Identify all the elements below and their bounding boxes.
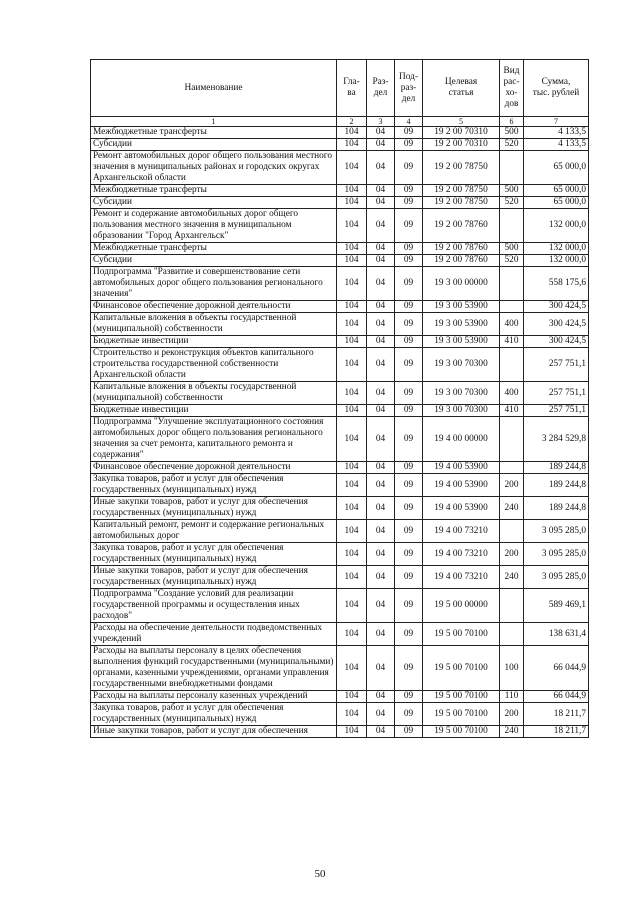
glava-cell: 104	[337, 417, 367, 462]
podrazdel-cell: 09	[395, 185, 423, 197]
razdel-cell: 04	[367, 382, 395, 405]
vid-cell: 410	[500, 405, 524, 417]
razdel-cell: 04	[367, 566, 395, 589]
glava-cell: 104	[337, 267, 367, 301]
summa-cell: 65 000,0	[524, 185, 589, 197]
vid-cell: 500	[500, 127, 524, 139]
razdel-cell: 04	[367, 691, 395, 703]
razdel-cell: 04	[367, 313, 395, 336]
table-row	[91, 255, 589, 267]
summa-cell: 257 751,1	[524, 405, 589, 417]
glava-cell: 104	[337, 589, 367, 623]
vid-cell: 240	[500, 566, 524, 589]
name-cell: Капитальные вложения в объекты государственной (муниципальной) собственности	[91, 382, 337, 405]
column-number: 3	[367, 117, 395, 127]
col-summa-header: Сумма, тыс. рублей	[524, 60, 589, 117]
table-row	[91, 405, 589, 417]
name-cell: Закупка товаров, работ и услуг для обеспечения государственных (муниципальных) нужд	[91, 703, 337, 726]
summa-cell: 3 284 529,8	[524, 417, 589, 462]
vid-cell	[500, 520, 524, 543]
podrazdel-cell: 09	[395, 382, 423, 405]
glava-cell: 104	[337, 520, 367, 543]
summa-cell: 66 044,9	[524, 691, 589, 703]
vid-cell	[500, 417, 524, 462]
razdel-cell: 04	[367, 497, 395, 520]
glava-cell: 104	[337, 336, 367, 348]
razdel-cell: 04	[367, 623, 395, 646]
podrazdel-cell: 09	[395, 209, 423, 243]
podrazdel-cell: 09	[395, 520, 423, 543]
table-row	[91, 313, 589, 336]
col-razdel-header: Раз- дел	[367, 60, 395, 117]
table-row	[91, 301, 589, 313]
name-cell: Субсидии	[91, 139, 337, 151]
razdel-cell: 04	[367, 348, 395, 382]
glava-cell: 104	[337, 197, 367, 209]
budget-table	[90, 59, 589, 738]
table-row	[91, 566, 589, 589]
table-row	[91, 589, 589, 623]
statya-cell: 19 5 00 70100	[423, 691, 500, 703]
razdel-cell: 04	[367, 726, 395, 738]
podrazdel-cell: 09	[395, 646, 423, 691]
glava-cell: 104	[337, 623, 367, 646]
statya-cell: 19 4 00 00000	[423, 417, 500, 462]
column-number: 4	[395, 117, 423, 127]
vid-cell: 520	[500, 139, 524, 151]
podrazdel-cell: 09	[395, 474, 423, 497]
vid-cell	[500, 589, 524, 623]
podrazdel-cell: 09	[395, 348, 423, 382]
table-row	[91, 348, 589, 382]
header-row	[91, 60, 589, 117]
summa-cell: 65 000,0	[524, 197, 589, 209]
table-row	[91, 127, 589, 139]
vid-cell	[500, 267, 524, 301]
razdel-cell: 04	[367, 267, 395, 301]
name-cell: Ремонт автомобильных дорог общего пользования местного значения в муниципальных районах и городских округах Архангельской области	[91, 151, 337, 185]
vid-cell: 110	[500, 691, 524, 703]
glava-cell: 104	[337, 127, 367, 139]
col-name-header: Наименование	[91, 60, 337, 117]
glava-cell: 104	[337, 646, 367, 691]
glava-cell: 104	[337, 726, 367, 738]
column-number: 2	[337, 117, 367, 127]
glava-cell: 104	[337, 209, 367, 243]
name-cell: Бюджетные инвестиции	[91, 336, 337, 348]
podrazdel-cell: 09	[395, 313, 423, 336]
name-cell: Капитальный ремонт, ремонт и содержание региональных автомобильных дорог	[91, 520, 337, 543]
summa-cell: 18 211,7	[524, 726, 589, 738]
statya-cell: 19 3 00 53900	[423, 336, 500, 348]
col-glava-header: Гла- ва	[337, 60, 367, 117]
vid-cell: 240	[500, 497, 524, 520]
summa-cell: 66 044,9	[524, 646, 589, 691]
name-cell: Субсидии	[91, 255, 337, 267]
summa-cell: 3 095 285,0	[524, 566, 589, 589]
podrazdel-cell: 09	[395, 127, 423, 139]
razdel-cell: 04	[367, 139, 395, 151]
name-cell: Ремонт и содержание автомобильных дорог общего пользования местного значения в муниципальном образовании "Город Архангельск"	[91, 209, 337, 243]
statya-cell: 19 3 00 53900	[423, 301, 500, 313]
table-row	[91, 209, 589, 243]
podrazdel-cell: 09	[395, 267, 423, 301]
glava-cell: 104	[337, 348, 367, 382]
table-row	[91, 243, 589, 255]
podrazdel-cell: 09	[395, 336, 423, 348]
podrazdel-cell: 09	[395, 197, 423, 209]
summa-cell: 257 751,1	[524, 348, 589, 382]
vid-cell	[500, 623, 524, 646]
razdel-cell: 04	[367, 127, 395, 139]
summa-cell: 132 000,0	[524, 243, 589, 255]
summa-cell: 132 000,0	[524, 255, 589, 267]
col-podrazdel-header: Под- раз- дел	[395, 60, 423, 117]
name-cell: Расходы на обеспечение деятельности подведомственных учреждений	[91, 623, 337, 646]
statya-cell: 19 2 00 78760	[423, 255, 500, 267]
vid-cell: 200	[500, 474, 524, 497]
podrazdel-cell: 09	[395, 543, 423, 566]
podrazdel-cell: 09	[395, 589, 423, 623]
vid-cell: 410	[500, 336, 524, 348]
table-row	[91, 520, 589, 543]
name-cell: Межбюджетные трансферты	[91, 243, 337, 255]
column-number: 1	[91, 117, 337, 127]
table-row	[91, 417, 589, 462]
table-row	[91, 726, 589, 738]
statya-cell: 19 4 00 73210	[423, 520, 500, 543]
podrazdel-cell: 09	[395, 255, 423, 267]
vid-cell: 520	[500, 197, 524, 209]
statya-cell: 19 3 00 70300	[423, 348, 500, 382]
statya-cell: 19 5 00 70100	[423, 646, 500, 691]
name-cell: Подпрограмма "Улучшение эксплуатационного состояния автомобильных дорог общего пользования регионального значения за счет ремонта, капитального ремонта и содержания"	[91, 417, 337, 462]
vid-cell	[500, 301, 524, 313]
summa-cell: 65 000,0	[524, 151, 589, 185]
statya-cell: 19 3 00 70300	[423, 405, 500, 417]
summa-cell: 3 095 285,0	[524, 520, 589, 543]
glava-cell: 104	[337, 151, 367, 185]
statya-cell: 19 4 00 53900	[423, 497, 500, 520]
name-cell: Финансовое обеспечение дорожной деятельности	[91, 301, 337, 313]
name-cell: Расходы на выплаты персоналу в целях обеспечения выполнения функций государственными (муниципальными) органами, казенными учреждениями, органами управления государственными внебюджетными фондами	[91, 646, 337, 691]
page-number: 50	[314, 868, 326, 880]
vid-cell: 400	[500, 313, 524, 336]
col-vid-header: Вид рас- хо- дов	[500, 60, 524, 117]
statya-cell: 19 5 00 70100	[423, 726, 500, 738]
vid-cell: 200	[500, 543, 524, 566]
razdel-cell: 04	[367, 703, 395, 726]
col-statya-header: Целевая статья	[423, 60, 500, 117]
podrazdel-cell: 09	[395, 301, 423, 313]
razdel-cell: 04	[367, 255, 395, 267]
summa-cell: 3 095 285,0	[524, 543, 589, 566]
name-cell: Строительство и реконструкция объектов капитального строительства государственной собственности Архангельской области	[91, 348, 337, 382]
podrazdel-cell: 09	[395, 405, 423, 417]
summa-cell: 4 133,5	[524, 139, 589, 151]
table-row	[91, 197, 589, 209]
table-row	[91, 185, 589, 197]
vid-cell: 400	[500, 382, 524, 405]
statya-cell: 19 2 00 70310	[423, 127, 500, 139]
name-cell: Подпрограмма "Развитие и совершенствование сети автомобильных дорог общего пользования регионального значения"	[91, 267, 337, 301]
razdel-cell: 04	[367, 520, 395, 543]
razdel-cell: 04	[367, 543, 395, 566]
summa-cell: 132 000,0	[524, 209, 589, 243]
podrazdel-cell: 09	[395, 139, 423, 151]
summa-cell: 138 631,4	[524, 623, 589, 646]
statya-cell: 19 4 00 73210	[423, 566, 500, 589]
podrazdel-cell: 09	[395, 703, 423, 726]
statya-cell: 19 2 00 78750	[423, 197, 500, 209]
glava-cell: 104	[337, 703, 367, 726]
name-cell: Межбюджетные трансферты	[91, 185, 337, 197]
razdel-cell: 04	[367, 474, 395, 497]
glava-cell: 104	[337, 301, 367, 313]
statya-cell: 19 2 00 78760	[423, 209, 500, 243]
summa-cell: 300 424,5	[524, 313, 589, 336]
table-row	[91, 703, 589, 726]
table-row	[91, 382, 589, 405]
razdel-cell: 04	[367, 589, 395, 623]
table-row	[91, 543, 589, 566]
glava-cell: 104	[337, 566, 367, 589]
glava-cell: 104	[337, 497, 367, 520]
podrazdel-cell: 09	[395, 151, 423, 185]
name-cell: Подпрограмма "Создание условий для реализации государственной программы и осуществления иных расходов"	[91, 589, 337, 623]
glava-cell: 104	[337, 462, 367, 474]
glava-cell: 104	[337, 543, 367, 566]
name-cell: Закупка товаров, работ и услуг для обеспечения государственных (муниципальных) нужд	[91, 474, 337, 497]
vid-cell: 500	[500, 185, 524, 197]
name-cell: Межбюджетные трансферты	[91, 127, 337, 139]
vid-cell: 240	[500, 726, 524, 738]
table-row	[91, 139, 589, 151]
razdel-cell: 04	[367, 646, 395, 691]
name-cell: Иные закупки товаров, работ и услуг для обеспечения	[91, 726, 337, 738]
vid-cell	[500, 462, 524, 474]
summa-cell: 558 175,6	[524, 267, 589, 301]
statya-cell: 19 3 00 00000	[423, 267, 500, 301]
summa-cell: 257 751,1	[524, 382, 589, 405]
summa-cell: 189 244,8	[524, 497, 589, 520]
table-row	[91, 267, 589, 301]
vid-cell	[500, 209, 524, 243]
statya-cell: 19 4 00 73210	[423, 543, 500, 566]
statya-cell: 19 5 00 70100	[423, 703, 500, 726]
summa-cell: 300 424,5	[524, 336, 589, 348]
table-row	[91, 691, 589, 703]
razdel-cell: 04	[367, 185, 395, 197]
column-number-row	[91, 117, 589, 127]
podrazdel-cell: 09	[395, 566, 423, 589]
table-row	[91, 462, 589, 474]
summa-cell: 300 424,5	[524, 301, 589, 313]
razdel-cell: 04	[367, 151, 395, 185]
vid-cell	[500, 348, 524, 382]
vid-cell: 100	[500, 646, 524, 691]
podrazdel-cell: 09	[395, 623, 423, 646]
statya-cell: 19 4 00 53900	[423, 462, 500, 474]
table-row	[91, 151, 589, 185]
name-cell: Иные закупки товаров, работ и услуг для обеспечения государственных (муниципальных) нужд	[91, 497, 337, 520]
glava-cell: 104	[337, 691, 367, 703]
statya-cell: 19 2 00 70310	[423, 139, 500, 151]
table-row	[91, 336, 589, 348]
statya-cell: 19 2 00 78750	[423, 185, 500, 197]
podrazdel-cell: 09	[395, 497, 423, 520]
summa-cell: 589 469,1	[524, 589, 589, 623]
glava-cell: 104	[337, 405, 367, 417]
glava-cell: 104	[337, 185, 367, 197]
statya-cell: 19 2 00 78750	[423, 151, 500, 185]
podrazdel-cell: 09	[395, 691, 423, 703]
statya-cell: 19 5 00 70100	[423, 623, 500, 646]
podrazdel-cell: 09	[395, 462, 423, 474]
glava-cell: 104	[337, 313, 367, 336]
podrazdel-cell: 09	[395, 243, 423, 255]
table-row	[91, 497, 589, 520]
podrazdel-cell: 09	[395, 417, 423, 462]
name-cell: Расходы на выплаты персоналу казенных учреждений	[91, 691, 337, 703]
statya-cell: 19 3 00 53900	[423, 313, 500, 336]
razdel-cell: 04	[367, 336, 395, 348]
name-cell: Капитальные вложения в объекты государственной (муниципальной) собственности	[91, 313, 337, 336]
vid-cell: 200	[500, 703, 524, 726]
razdel-cell: 04	[367, 417, 395, 462]
razdel-cell: 04	[367, 197, 395, 209]
razdel-cell: 04	[367, 462, 395, 474]
table-row	[91, 474, 589, 497]
razdel-cell: 04	[367, 209, 395, 243]
statya-cell: 19 4 00 53900	[423, 474, 500, 497]
table-row	[91, 623, 589, 646]
summa-cell: 189 244,8	[524, 474, 589, 497]
statya-cell: 19 2 00 78760	[423, 243, 500, 255]
column-number: 5	[423, 117, 500, 127]
summa-cell: 4 133,5	[524, 127, 589, 139]
name-cell: Закупка товаров, работ и услуг для обеспечения государственных (муниципальных) нужд	[91, 543, 337, 566]
statya-cell: 19 5 00 00000	[423, 589, 500, 623]
name-cell: Иные закупки товаров, работ и услуг для обеспечения государственных (муниципальных) нужд	[91, 566, 337, 589]
vid-cell: 500	[500, 243, 524, 255]
glava-cell: 104	[337, 382, 367, 405]
name-cell: Субсидии	[91, 197, 337, 209]
name-cell: Финансовое обеспечение дорожной деятельности	[91, 462, 337, 474]
glava-cell: 104	[337, 243, 367, 255]
glava-cell: 104	[337, 255, 367, 267]
summa-cell: 18 211,7	[524, 703, 589, 726]
column-number: 7	[524, 117, 589, 127]
table-body	[91, 127, 589, 738]
glava-cell: 104	[337, 139, 367, 151]
razdel-cell: 04	[367, 243, 395, 255]
podrazdel-cell: 09	[395, 726, 423, 738]
razdel-cell: 04	[367, 405, 395, 417]
table-row	[91, 646, 589, 691]
vid-cell	[500, 151, 524, 185]
glava-cell: 104	[337, 474, 367, 497]
column-number: 6	[500, 117, 524, 127]
statya-cell: 19 3 00 70300	[423, 382, 500, 405]
razdel-cell: 04	[367, 301, 395, 313]
summa-cell: 189 244,8	[524, 462, 589, 474]
vid-cell: 520	[500, 255, 524, 267]
name-cell: Бюджетные инвестиции	[91, 405, 337, 417]
